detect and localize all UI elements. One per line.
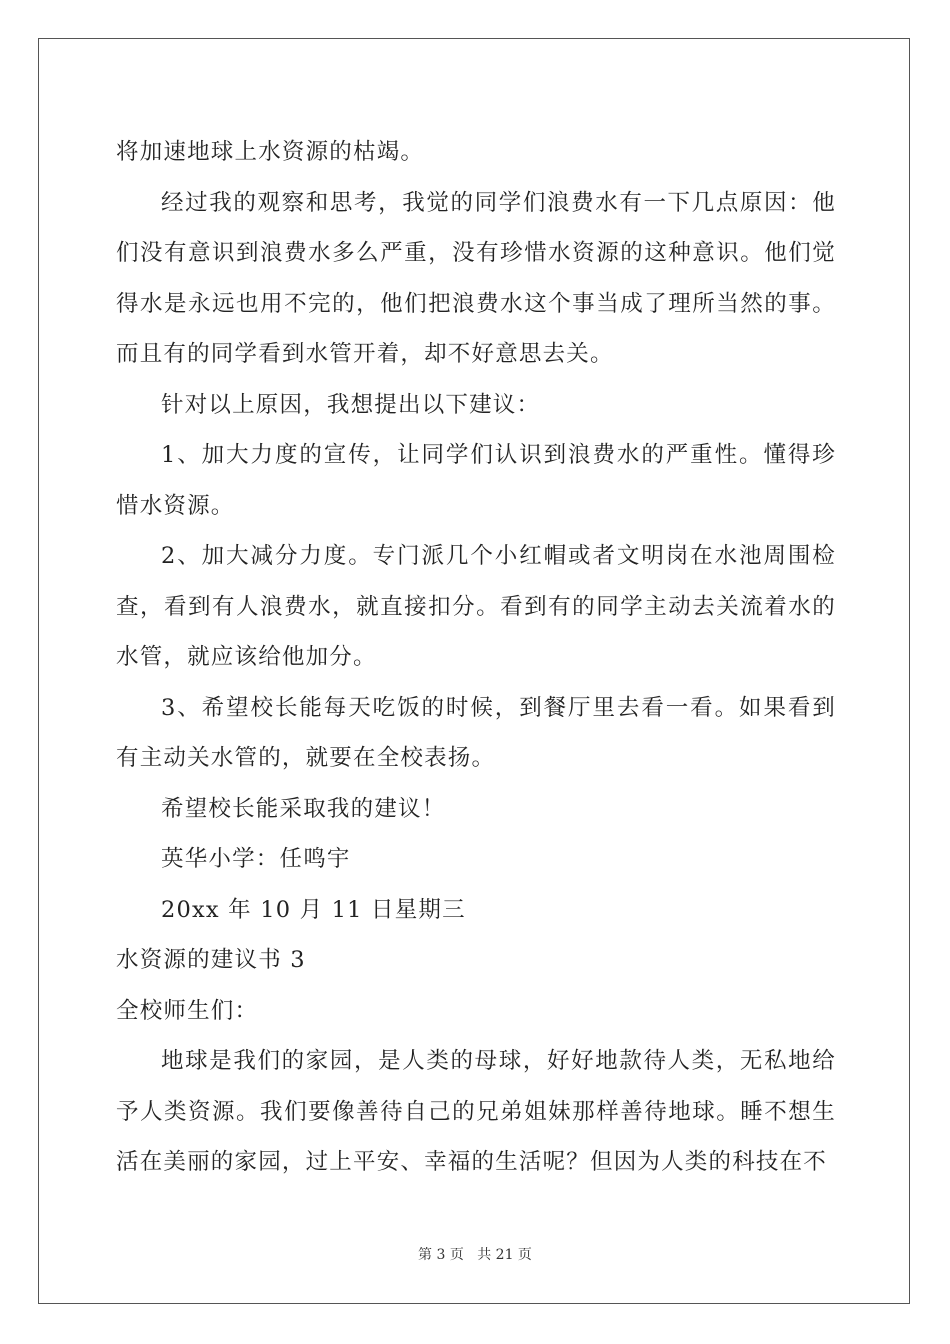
paragraph: 2、加大减分力度。专门派几个小红帽或者文明岗在水池周围检查，看到有人浪费水，就直接扣分。看到有的同学主动去关流着水的水管，就应该给他加分。 (116, 543, 836, 670)
page-footer (0, 1244, 950, 1264)
paragraph: 3、希望校长能每天吃饭的时候，到餐厅里去看一看。如果看到有主动关水管的，就要在全校表扬。 (116, 694, 836, 771)
date-line: 20xx 年 10 月 11 日星期三 (161, 896, 466, 923)
signature: 英华小学：任鸣宇 (161, 846, 351, 872)
page-number: 第 3 页 (418, 1247, 464, 1263)
closing-line: 希望校长能采取我的建议！ (161, 795, 446, 822)
paragraph: 将加速地球上水资源的枯竭。 (116, 139, 425, 165)
paragraph: 针对以上原因，我想提出以下建议： (161, 391, 541, 418)
salutation: 全校师生们： (116, 997, 259, 1024)
page-total: 共 21 页 (477, 1247, 532, 1263)
paragraph: 地球是我们的家园，是人类的母球，好好地款待人类，无私地给予人类资源。我们要像善待自己的兄弟姐妹那样善待地球。睡不想生活在美丽的家园，过上平安、幸福的生活呢？但因为人类的科技在不 (116, 1048, 836, 1175)
section-title: 水资源的建议书 3 (116, 947, 306, 973)
paragraph: 经过我的观察和思考，我觉的同学们浪费水有一下几点原因：他们没有意识到浪费水多么严重，没有珍惜水资源的这种意识。他们觉得水是永远也用不完的，他们把浪费水这个事当成了理所当然的事。而且有的同学看到水管开着，却不好意思去关。 (116, 189, 836, 367)
paragraph: 1、加大力度的宣传，让同学们认识到浪费水的严重性。懂得珍惜水资源。 (116, 442, 836, 519)
document-body (116, 127, 836, 1188)
